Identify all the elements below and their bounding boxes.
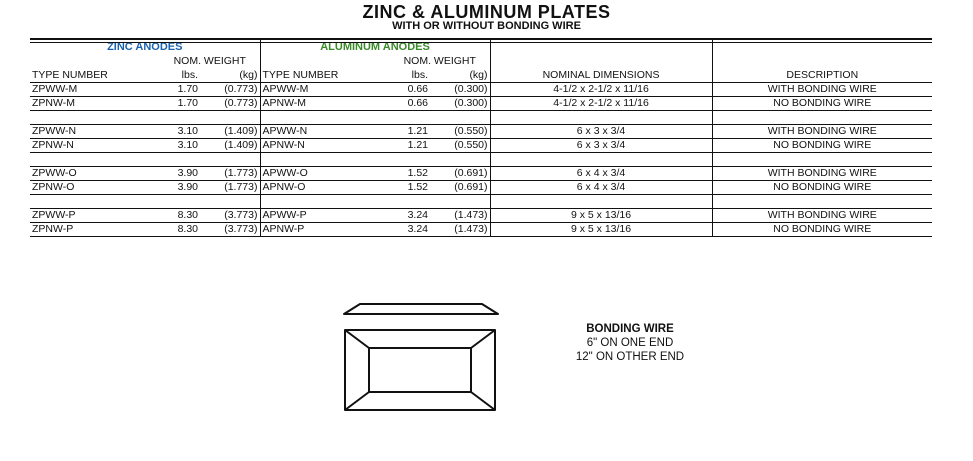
description-cell: WITH BONDING WIRE (712, 83, 932, 97)
header-row-groups (30, 40, 932, 54)
zinc-type-cell: ZPNW-P (30, 223, 160, 237)
aluminum-type-cell: APWW-P (260, 209, 390, 223)
dimensions-cell: 4-1/2 x 2-1/2 x 11/16 (490, 83, 712, 97)
aluminum-lbs-heading: lbs. (390, 68, 430, 83)
zinc-lbs-cell: 3.90 (160, 167, 200, 181)
zinc-anodes-heading: ZINC ANODES (107, 41, 183, 53)
aluminum-lbs-cell: 1.52 (390, 167, 430, 181)
aluminum-lbs-cell: 1.21 (390, 139, 430, 153)
aluminum-type-heading: TYPE NUMBER (260, 68, 390, 83)
bonding-wire-line-1: 6" ON ONE END (586, 337, 674, 349)
zinc-kg-cell: (3.773) (200, 223, 260, 237)
dimensions-cell: 6 x 3 x 3/4 (490, 139, 712, 153)
aluminum-lbs-cell: 1.21 (390, 125, 430, 139)
description-cell: NO BONDING WIRE (712, 97, 932, 111)
dimensions-cell: 6 x 4 x 3/4 (490, 167, 712, 181)
aluminum-kg-cell: (0.300) (430, 97, 490, 111)
description-cell: WITH BONDING WIRE (712, 125, 932, 139)
plate-top-view-inner (369, 348, 471, 392)
zinc-kg-cell: (3.773) (200, 209, 260, 223)
aluminum-type-cell: APWW-N (260, 125, 390, 139)
aluminum-type-cell: APNW-M (260, 97, 390, 111)
zinc-lbs-heading: lbs. (160, 68, 200, 83)
zinc-lbs-cell: 3.10 (160, 125, 200, 139)
dimensions-cell: 6 x 4 x 3/4 (490, 181, 712, 195)
description-cell: WITH BONDING WIRE (712, 209, 932, 223)
page-subtitle: WITH OR WITHOUT BONDING WIRE (392, 20, 581, 32)
zinc-lbs-cell: 3.90 (160, 181, 200, 195)
anode-plate-drawing (340, 298, 500, 414)
zinc-kg-cell: (1.409) (200, 139, 260, 153)
zinc-type-cell: ZPWW-M (30, 83, 160, 97)
zinc-lbs-cell: 1.70 (160, 97, 200, 111)
specification-table (30, 40, 932, 237)
description-heading: DESCRIPTION (712, 68, 932, 83)
zinc-lbs-cell: 8.30 (160, 209, 200, 223)
aluminum-lbs-cell: 0.66 (390, 97, 430, 111)
zinc-kg-heading: (kg) (200, 68, 260, 83)
plate-side-view (344, 304, 498, 314)
zinc-kg-cell: (0.773) (200, 97, 260, 111)
table-row (30, 209, 932, 223)
zinc-kg-cell: (1.409) (200, 125, 260, 139)
spacer-row (30, 111, 932, 125)
table-row (30, 223, 932, 237)
zinc-type-cell: ZPWW-N (30, 125, 160, 139)
aluminum-kg-cell: (0.691) (430, 181, 490, 195)
aluminum-lbs-cell: 3.24 (390, 209, 430, 223)
header-row-columns (30, 68, 932, 83)
zinc-type-cell: ZPWW-P (30, 209, 160, 223)
zinc-type-heading: TYPE NUMBER (30, 68, 160, 83)
bonding-wire-line-2: 12" ON OTHER END (575, 351, 685, 363)
aluminum-kg-heading: (kg) (430, 68, 490, 83)
aluminum-nom-weight-heading: NOM. WEIGHT (403, 55, 476, 67)
zinc-kg-cell: (0.773) (200, 83, 260, 97)
zinc-type-cell: ZPNW-N (30, 139, 160, 153)
aluminum-type-cell: APNW-O (260, 181, 390, 195)
aluminum-type-cell: APWW-O (260, 167, 390, 181)
aluminum-type-cell: APNW-N (260, 139, 390, 153)
plate-top-view-outer (345, 330, 495, 410)
zinc-kg-cell: (1.773) (200, 181, 260, 195)
dimensions-cell: 6 x 3 x 3/4 (490, 125, 712, 139)
aluminum-kg-cell: (0.300) (430, 83, 490, 97)
aluminum-anodes-heading: ALUMINUM ANODES (260, 40, 490, 54)
dimensions-cell: 9 x 5 x 13/16 (490, 209, 712, 223)
description-cell: NO BONDING WIRE (712, 139, 932, 153)
dimensions-cell: 9 x 5 x 13/16 (490, 223, 712, 237)
aluminum-kg-cell: (0.691) (430, 167, 490, 181)
zinc-kg-cell: (1.773) (200, 167, 260, 181)
aluminum-lbs-cell: 3.24 (390, 223, 430, 237)
bonding-wire-heading: BONDING WIRE (586, 323, 674, 335)
table-row (30, 139, 932, 153)
aluminum-type-cell: APWW-M (260, 83, 390, 97)
table-row (30, 167, 932, 181)
aluminum-kg-cell: (0.550) (430, 139, 490, 153)
aluminum-kg-cell: (0.550) (430, 125, 490, 139)
zinc-nom-weight-heading: NOM. WEIGHT (173, 55, 246, 67)
zinc-type-cell: ZPWW-O (30, 167, 160, 181)
header-row-weight (30, 54, 932, 68)
zinc-type-cell: ZPNW-M (30, 97, 160, 111)
table-row (30, 83, 932, 97)
description-cell: NO BONDING WIRE (712, 223, 932, 237)
dimensions-cell: 4-1/2 x 2-1/2 x 11/16 (490, 97, 712, 111)
spacer-row (30, 195, 932, 209)
aluminum-lbs-cell: 1.52 (390, 181, 430, 195)
spacer-row (30, 153, 932, 167)
specification-table-frame (30, 38, 932, 237)
zinc-lbs-cell: 3.10 (160, 139, 200, 153)
zinc-lbs-cell: 1.70 (160, 83, 200, 97)
aluminum-type-cell: APNW-P (260, 223, 390, 237)
bonding-wire-note (560, 322, 700, 364)
description-cell: WITH BONDING WIRE (712, 167, 932, 181)
page-title: ZINC & ALUMINUM PLATES (362, 2, 611, 22)
table-row (30, 125, 932, 139)
table-row (30, 181, 932, 195)
dimensions-heading: NOMINAL DIMENSIONS (490, 68, 712, 83)
aluminum-lbs-cell: 0.66 (390, 83, 430, 97)
zinc-lbs-cell: 8.30 (160, 223, 200, 237)
description-cell: NO BONDING WIRE (712, 181, 932, 195)
table-row (30, 97, 932, 111)
zinc-type-cell: ZPNW-O (30, 181, 160, 195)
aluminum-kg-cell: (1.473) (430, 223, 490, 237)
aluminum-kg-cell: (1.473) (430, 209, 490, 223)
